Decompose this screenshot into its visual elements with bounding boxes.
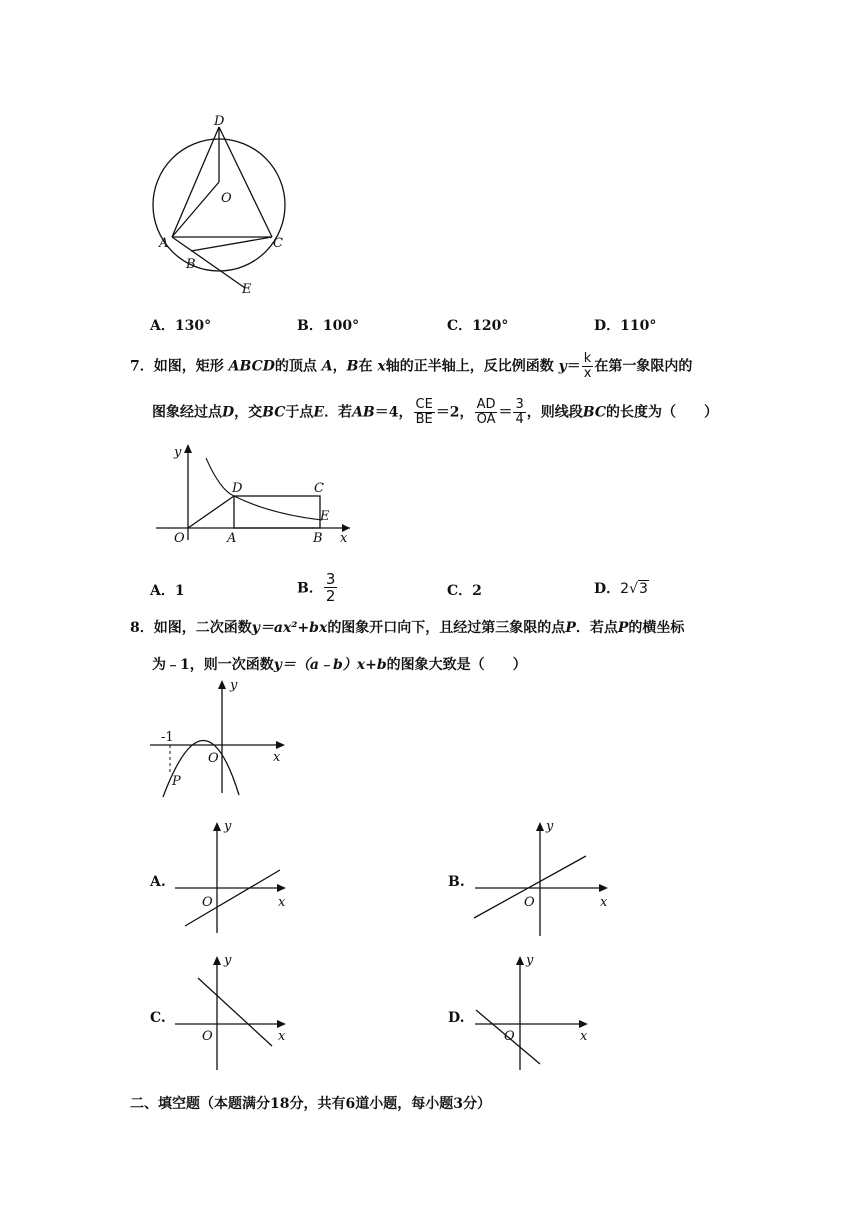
label-P: P <box>172 774 181 789</box>
label-y: y <box>546 819 554 834</box>
q8-option-c-graph <box>170 952 295 1072</box>
label-C: C <box>273 236 283 251</box>
label-neg1: -1 <box>161 730 174 745</box>
fraction-3-4: $\frac{3}{4}$ <box>515 397 524 427</box>
label-O: O <box>524 895 535 910</box>
q8-parabola-figure <box>145 675 290 800</box>
q8-option-b-label: B. <box>448 874 465 890</box>
q8-option-b-graph <box>470 818 615 938</box>
label-O: O <box>221 191 232 206</box>
label-O: O <box>202 895 213 910</box>
fraction-3-2: $\frac{3}{2}$ <box>325 570 336 605</box>
label-x: x <box>600 895 608 910</box>
q8-line2: 为﹣1，则一次函数y＝（a﹣b）x+b的图象大致是（ ） <box>152 657 527 673</box>
sqrt-symbol: √ <box>629 581 638 597</box>
q8-option-a-label: A. <box>150 874 166 890</box>
label-E: E <box>242 282 252 297</box>
q7-line2: 图象经过点D，交BC于点E．若AB＝4， $\frac{CE}{BE}$ ＝2， $\frac{AD}{OA}$ ＝ $\frac{3}{4}$ ，则线段BC的长度为（ ） <box>152 397 718 427</box>
label-B: B <box>186 257 196 272</box>
label-C: C <box>314 481 324 496</box>
q8-option-c-label: C. <box>150 1010 166 1026</box>
q7-option-c: C．2 <box>447 583 482 599</box>
fraction-k-over-x: $\frac{k}{x}$ <box>583 351 592 381</box>
label-A: A <box>159 236 169 251</box>
q8-line1: 8．如图，二次函数y＝ax²+bx的图象开口向下，且经过第三象限的点P．若点P的横坐标 <box>130 620 685 636</box>
label-y: y <box>230 678 238 693</box>
label-x: x <box>273 750 281 765</box>
q8-option-d-graph <box>470 952 595 1072</box>
q6-circle-figure <box>145 110 325 300</box>
label-B: B <box>313 531 323 546</box>
label-x: x <box>278 895 286 910</box>
label-O: O <box>174 531 185 546</box>
label-x: x <box>580 1029 588 1044</box>
label-D: D <box>214 114 225 129</box>
label-y: y <box>224 953 232 968</box>
label-x: x <box>340 531 348 546</box>
label-O: O <box>202 1029 213 1044</box>
label-A: A <box>227 531 237 546</box>
q6-option-a: A．130° <box>150 318 212 334</box>
label-y: y <box>526 953 534 968</box>
label-x: x <box>278 1029 286 1044</box>
q7-line1: 7．如图，矩形 ABCD的顶点 A，B在 x轴的正半轴上，反比例函数 y＝ $\frac{k}{x}$ 在第一象限内的 <box>130 351 693 381</box>
label-O: O <box>504 1029 515 1044</box>
q7-option-b: B． $\frac{3}{2}$ <box>297 570 336 605</box>
label-O: O <box>208 751 219 766</box>
q7-option-d: D．2√3 <box>594 581 648 597</box>
label-y: y <box>174 445 182 460</box>
section-2-heading: 二、填空题（本题满分18分，共有6道小题，每小题3分） <box>130 1096 491 1112</box>
label-E: E <box>320 509 330 524</box>
q8-option-a-graph <box>170 818 295 938</box>
q6-option-c: C．120° <box>447 318 509 334</box>
fraction-ce-be: $\frac{CE}{BE}$ <box>415 397 433 427</box>
q7-option-a: A．1 <box>150 583 185 599</box>
q7-rectangle-figure <box>150 440 360 550</box>
q8-option-d-label: D. <box>448 1010 465 1026</box>
q6-option-d: D．110° <box>594 318 657 334</box>
label-y: y <box>224 819 232 834</box>
fraction-ad-oa: $\frac{AD}{OA}$ <box>476 397 496 427</box>
label-D: D <box>232 481 243 496</box>
q6-option-b: B．100° <box>297 318 360 334</box>
